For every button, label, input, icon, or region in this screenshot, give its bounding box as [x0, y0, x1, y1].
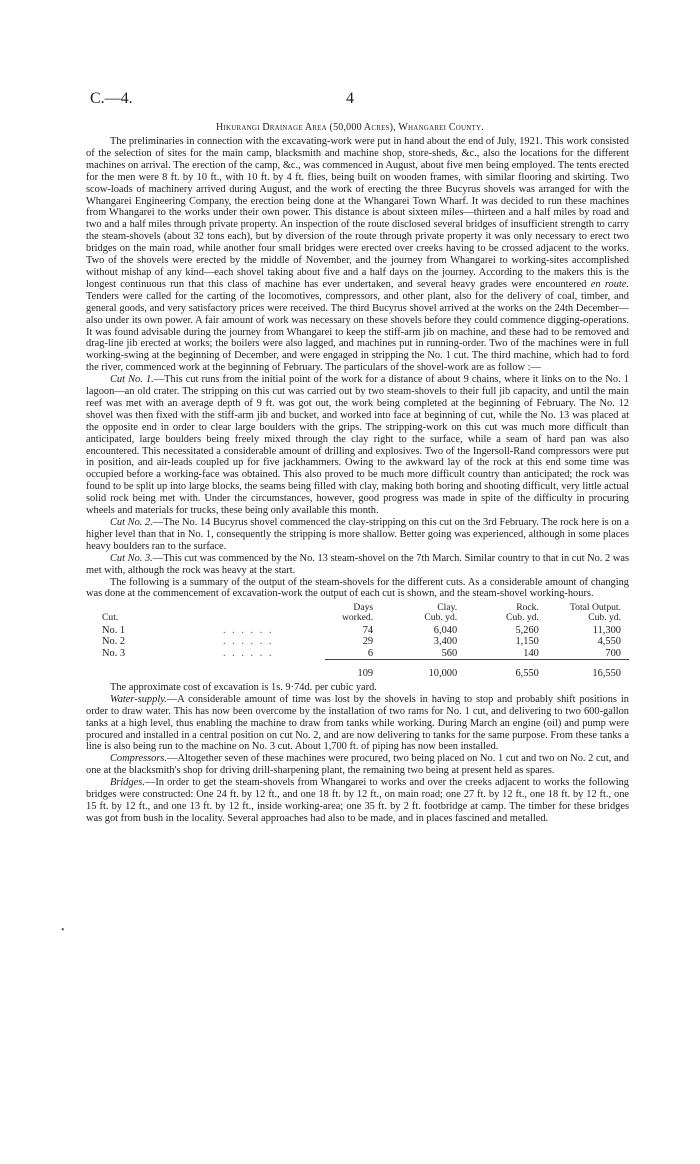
cut-2-label: Cut No. 2.	[110, 517, 153, 528]
table-rule	[86, 660, 629, 669]
header-clay: Clay. Cub. yd.	[424, 602, 458, 623]
intro-paragraph: The preliminaries in connection with the excavating-work were put in hand about the end of July, 1921. This work consisted of the selection of sites for the main camp, blacksmith and machine shop, store-sheds, &c., also the locations for the different machines on arrival. The erection of the camp, &c., was commenced in August, about five men being employed. The tents erected for the men were 8 ft. by 10 ft., with 10 ft. by 4 ft. flies, being built on wooden frames, with similar flooring and skirting. Two scow-loads of machinery arrived during August, and the work of erecting the three Bucyrus shovels was arranged for with the Whangarei Engineering Company, the erection being done at the Whangarei Town Wharf. It was decided to run these machines from Whangarei to the works under their own power. This distance is about sixteen miles—thirteen and a half miles by road and two and a half miles through private property. An inspection of the route disclosed several bridges of insufficient strength to carry the steam-shovels (about 32 tons each), but by diversion of the route through private property it was only necessary to erect two bridges on the main road, while another four small bridges were erected over creeks having to be crossed adjacent to the works. Two of the shovels were erected by the middle of November, and the journey from Whangarei to working-sites accomplished without mishap of any kind—each shovel taking about five and a half days on the journey. According to the makers this is the longest continuous run that this class of machine has ever undertaken, and several heavy grades were encountered en route. Tenders were called for the carting of the locomotives, compressors, and other plant, also for the delivery of coal, timber, and general goods, and very satisfactory prices were received. The third Bucyrus shovel arrived at the works on the 24th December—also under its own power. A fair amount of work was necessary on these shovels before they could commence digging-operations. It was found advisable during the journey from Whangarei to keep the stiff-arm jib on machine, and these had to be removed and drag-line jib erected at works; the boilers were also lagged, and machines put in running-order. Two of the machines were in full working-swing at the beginning of December, and were engaged in stripping the No. 1 cut. The third machine, which had to ford the river, commenced work at the beginning of February. The particulars of the shovel-work are as follow :—	[86, 136, 629, 374]
compressors-paragraph: Compressors.—Altogether seven of these machines were procured, two being placed on No. 1 cut and two on No. 2 cut, and one at the blacksmith's shop for driving drill-sharpening plant, the remaining two being at present held as spares.	[86, 753, 629, 777]
page-number: 4	[346, 90, 354, 107]
cost-paragraph: The approximate cost of excavation is 1s. 9·74d. per cubic yard.	[110, 681, 377, 693]
table-total-row: 109 10,000 6,550 16,550	[357, 668, 621, 680]
table-header-row	[86, 603, 629, 624]
compressors-label: Compressors.	[110, 753, 168, 765]
bridges-label: Bridges.	[110, 777, 145, 789]
cut-3-paragraph: Cut No. 3.—This cut was commenced by the No. 13 steam-shovel on the 7th March. Similar country to that in cut No. 2 was met with, although the rock was heavy at the start.	[86, 552, 629, 576]
bridges-paragraph: Bridges.—In order to get the steam-shovels from Whangarei to works and over the creeks adjacent to works the following bridges were constructed: One 24 ft. by 12 ft., and one 18 ft. by 12 ft., on main road; one 27 ft. by 12 ft., one 18 ft. by 12 ft., one 15 ft. by 12 ft., and one 13 ft. by 12 ft., inside working-area; one 35 ft. by 2 ft. footbridge at camp. The timber for these bridges was got from bush in the locality. Several approaches had also to be made, and in places fascined and metalled.	[86, 777, 629, 824]
margin-mark: •	[61, 925, 65, 936]
table-row: No. 3 . . . . . . 6 560 140 700	[102, 647, 621, 659]
cut-2-paragraph: Cut No. 2.—The No. 14 Bucyrus shovel commenced the clay-stripping on this cut on the 3rd February. The rock here is on a higher level than that in No. 1, consequently the stripping is more shallow. Better going was experienced, although in some places heavy boulders ran to the surface.	[86, 517, 629, 552]
cut-3-label: Cut No. 3.	[110, 552, 153, 564]
report-body	[86, 136, 629, 825]
summary-intro-paragraph: The following is a summary of the output of the steam-shovels for the different cuts. As a considerable amount of changing was done at the commencement of excavation-work the output of each cut is shown, and the steam-shovel working-hours.	[86, 576, 629, 600]
water-supply-paragraph: Water-supply.—A considerable amount of time was lost by the shovels in having to stop and probably shift positions in order to draw water. This has now been overcome by the installation of two rams for No. 1 cut, and delivering to two 600-gallon tanks at a high level, thus enabling the machine to draw from tanks while working. During March an engine (oil) and pump were procured and installed in a central position on cut No. 2, and are now delivering to tanks for the same purpose. From these tanks a line is also being run to the machine on No. 3 cut. About 1,700 ft. of piping has now been installed.	[86, 693, 629, 753]
table-row: No. 1 . . . . . . 74 6,040 5,260 11,300	[102, 624, 621, 636]
header-rock: Rock. Cub. yd.	[506, 602, 539, 623]
cut-1-paragraph: Cut No. 1.—This cut runs from the initial point of the work for a distance of about 9 chains, where it links on to the No. 1 lagoon—an old crater. The stripping on this cut was carried out by two steam-shovels to their full jib capacity, and until the main reef was met with an average depth of 9 ft. was got out, the work being completed at the beginning of February. The No. 12 shovel was then fixed with the stiff-arm jib and bucket, and worked into face at beginning of cut, while the No. 13 was placed at the opposite end in order to clear large boulders with the grips. The stripping-work on this cut was much more difficult than anticipated, large boulders being freely mixed through the clay right to the surface, while a seam of hard pan was also encountered. This necessitated a considerable amount of drilling and explosives. Two of the Ingersoll-Rand compressors were put in position, and air-leads coupled up for five jackhammers. Owing to the awkward lay of the rock at this end some time was occupied before a working-face was obtained. This also proved to be much more difficult country than anticipated; the rock was found to be split up into large blocks, the seams being filled with clay, making both boring and shooting difficult, very little actual solid rock being met with. Under the circumstances, however, good progress was made in spite of the difficulty in procuring wheels and materials for trucks, these being only available this month.	[86, 374, 629, 517]
header-days-worked: Days worked.	[341, 602, 374, 623]
table-row: No. 2 . . . . . . 29 3,400 1,150 4,550	[102, 636, 621, 648]
section-title: Hikurangi Drainage Area (50,000 Acres), Whangarei County.	[216, 122, 484, 133]
document-reference: C.—4.	[90, 90, 133, 107]
output-summary-table	[86, 603, 629, 680]
cut-1-label: Cut No. 1.	[110, 374, 154, 386]
water-supply-label: Water-supply.	[110, 693, 167, 705]
header-cut: Cut.	[102, 611, 119, 623]
header-total-output: Total Output. Cub. yd.	[569, 602, 621, 623]
